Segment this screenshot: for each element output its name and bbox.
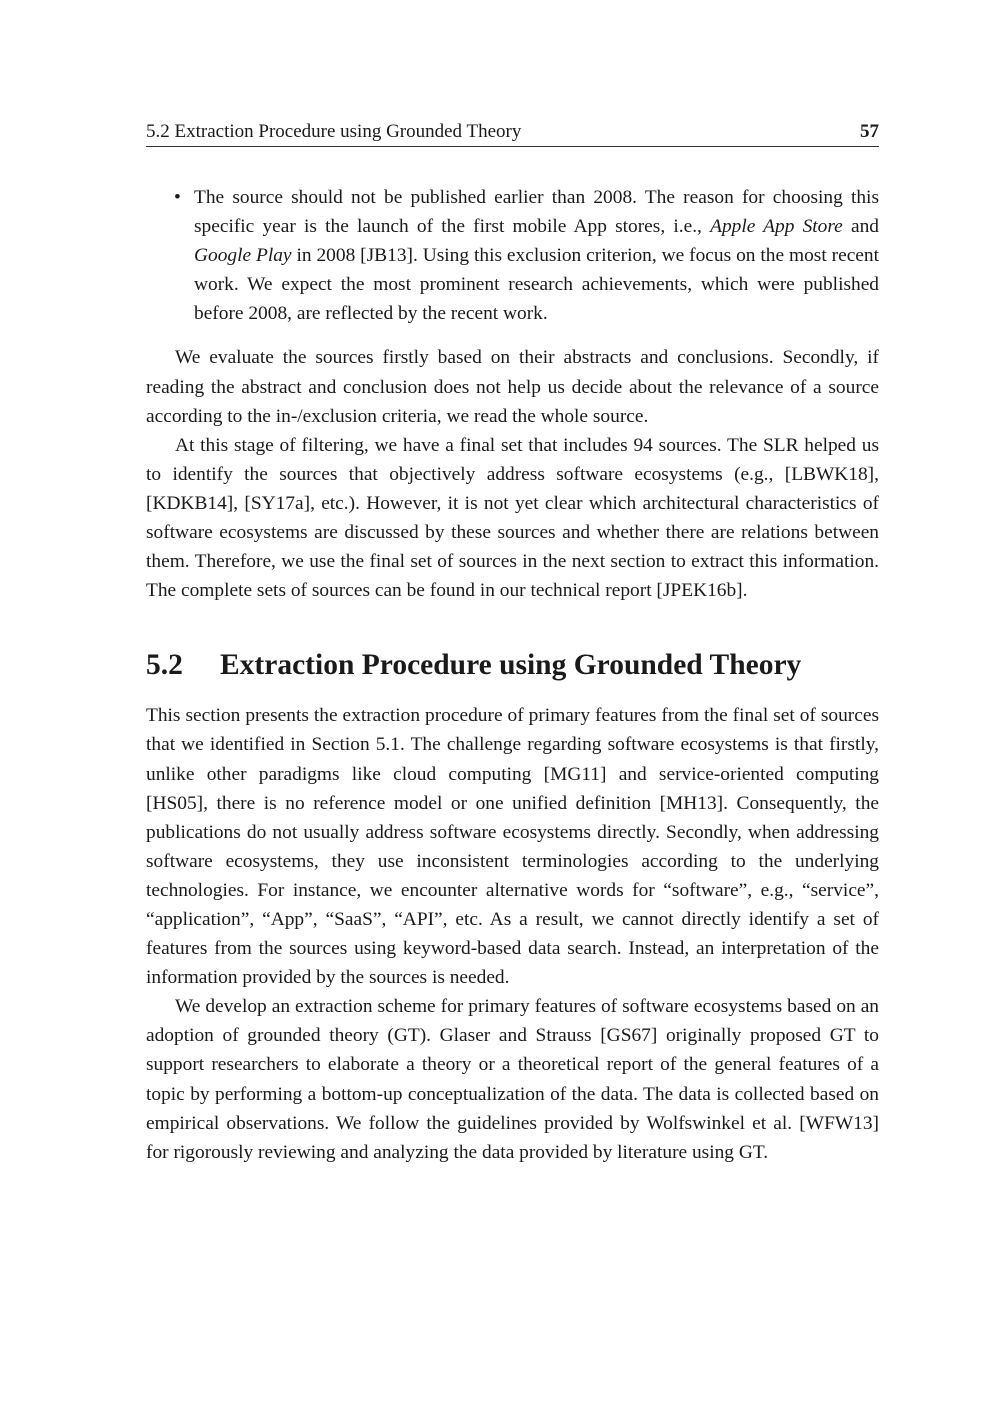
body-text-before: [146, 343, 879, 605]
running-head: [146, 118, 879, 147]
bullet-text-2: and: [842, 216, 879, 238]
paragraph: This section presents the extraction procedure of primary features from the final set of sources that we identified in Section 5.1. The challenge regarding software ecosystems is that firstly, unlike other paradigms like cloud computing [MG11] and service-oriented computing [HS05], there is no reference model or one unified definition [MH13]. Consequently, the publications do not usually address software ecosystems directly. Secondly, when addressing software ecosystems, they use inconsistent terminologies according to the underlying technologies. For instance, we encounter alternative words for “software”, e.g., “service”, “application”, “App”, “SaaS”, “API”, etc. As a result, we cannot directly identify a set of features from the sources using keyword-based data search. Instead, an interpretation of the information provided by the sources is needed.: [146, 705, 879, 989]
bullet-emph-apple-app-store: Apple App Store: [710, 216, 843, 238]
bullet-text-3: in 2008 [JB13]. Using this exclusion criterion, we focus on the most recent work. We expect the most prominent research achievements, which were published before 2008, are reflected by the recent work.: [194, 245, 879, 325]
bullet-text-1: The source should not be published earlier than 2008. The reason for choosing this specific year is the launch of the first mobile App stores, i.e.,: [194, 187, 879, 238]
bullet-emph-google-play: Google Play: [194, 245, 292, 267]
section-title: Extraction Procedure using Grounded Theory: [220, 649, 802, 682]
section-number: 5.2: [146, 649, 183, 682]
list-item: [174, 183, 879, 328]
running-head-title: 5.2 Extraction Procedure using Grounded Theory: [146, 121, 522, 142]
paragraph: At this stage of filtering, we have a final set that includes 94 sources. The SLR helped us to identify the sources that objectively address software ecosystems (e.g., [LBWK18], [KDKB14], [SY17a], etc.). However, it is not yet clear which architectural characteristics of software ecosystems are discussed by these sources and whether there are relations between them. Therefore, we use the final set of sources in the next section to extract this information. The complete sets of sources can be found in our technical report [JPEK16b].: [146, 434, 879, 602]
bullet-icon: •: [174, 187, 181, 208]
page-number: 57: [860, 121, 879, 142]
body-text-after: [146, 701, 879, 1167]
exclusion-criteria-list: [146, 183, 879, 328]
section-heading: [146, 647, 879, 683]
paragraph: We evaluate the sources firstly based on their abstracts and conclusions. Secondly, if reading the abstract and conclusion does not help us decide about the relevance of a source according to the in-/exclusion criteria, we read the whole source.: [146, 347, 879, 427]
page: [146, 118, 879, 1167]
paragraph: We develop an extraction scheme for primary features of software ecosystems based on an adoption of grounded theory (GT). Glaser and Strauss [GS67] originally proposed GT to support researchers to elaborate a theory or a theoretical report of the general features of a topic by performing a bottom-up conceptualization of the data. The data is collected based on empirical observations. We follow the guidelines provided by Wolfswinkel et al. [WFW13] for rigorously reviewing and analyzing the data provided by literature using GT.: [146, 996, 879, 1163]
